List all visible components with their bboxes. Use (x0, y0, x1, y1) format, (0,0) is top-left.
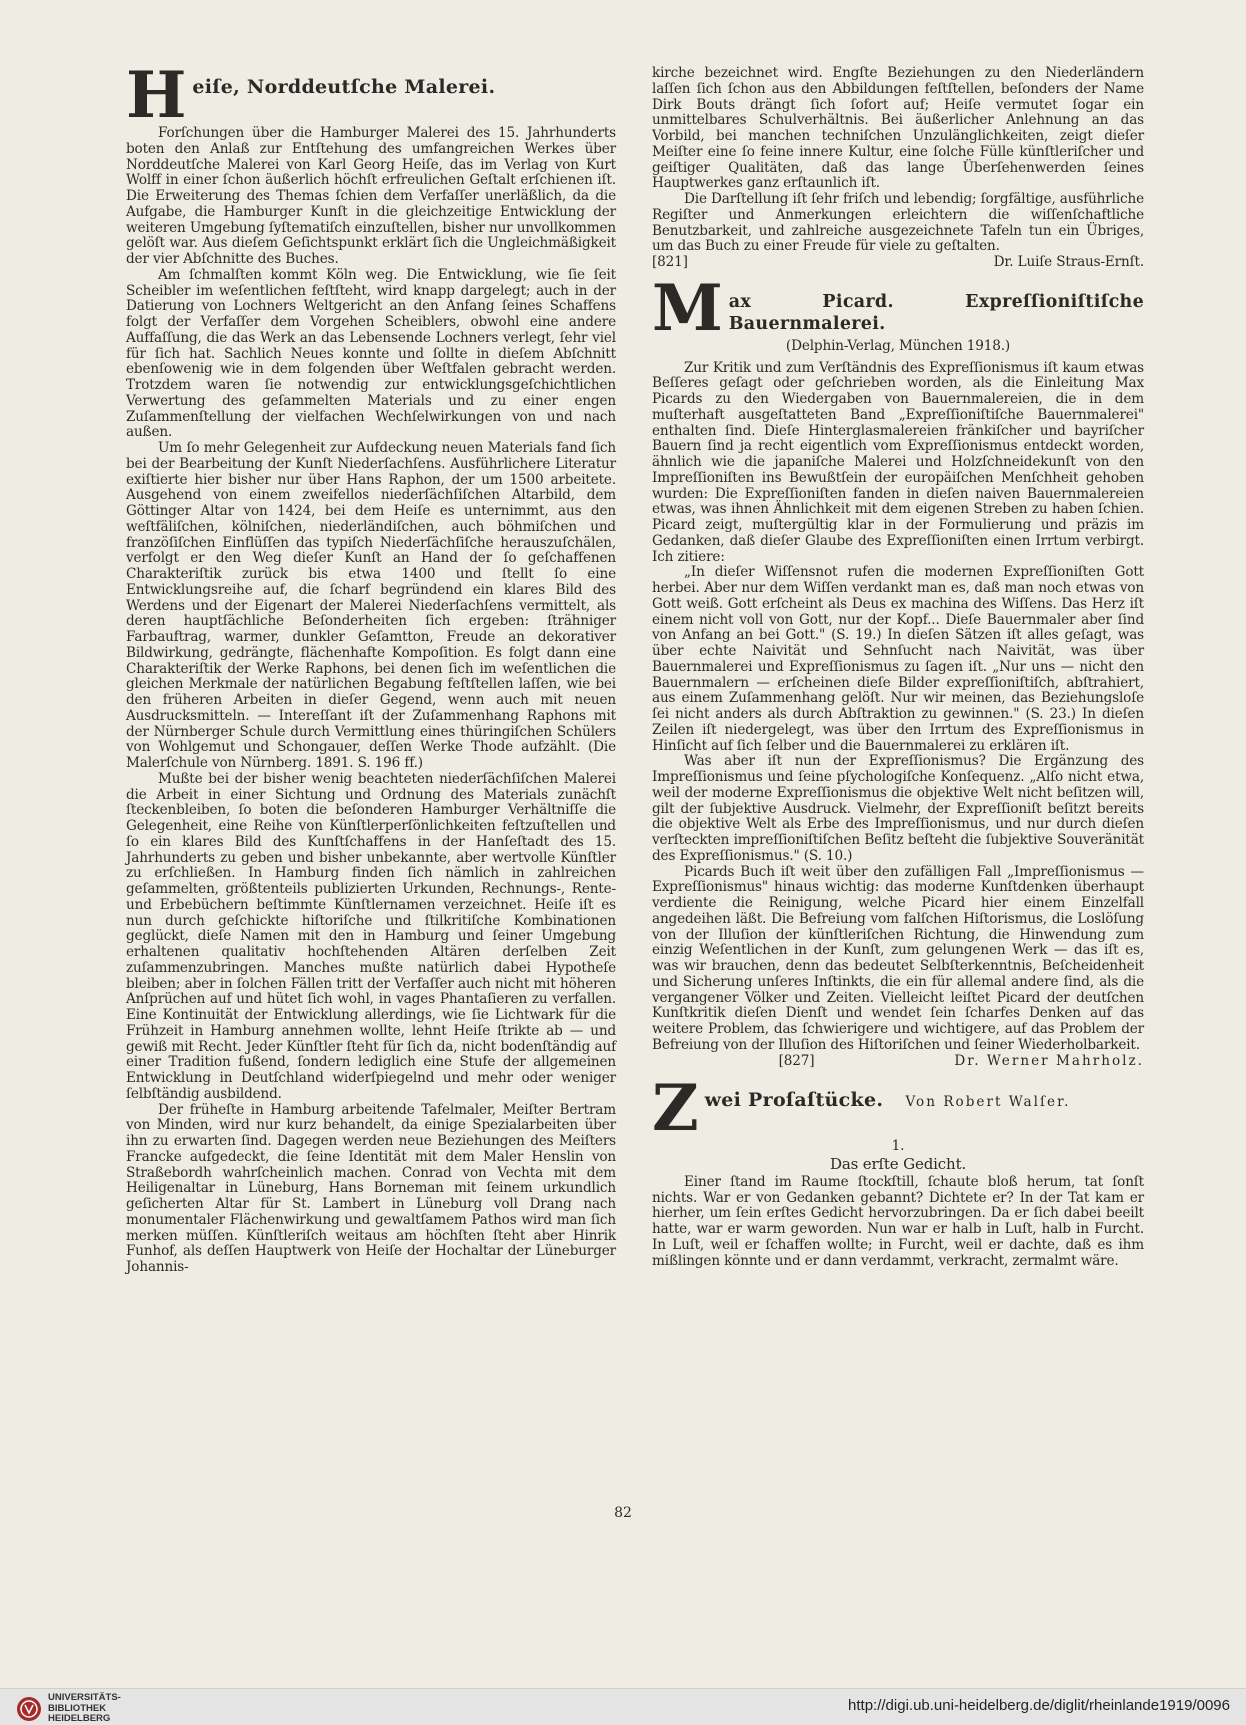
library-seal-icon (16, 1696, 42, 1722)
source-url-link[interactable]: http://digi.ub.uni-heidelberg.de/diglit/rheinlande1919/0096 (848, 1697, 1230, 1714)
signature-straus-ernst (652, 255, 1144, 271)
article-picard-title: ax Picard. Expreſſioniſtiſche Bauernmalerei. (728, 291, 1144, 334)
walser-paragraph-1: Einer ſtand im Raume ſtockſtill, ſchaute bloß herum, tat ſonſt nichts. War er von Gedanken gebannt? Dichtete er? In der Tat kam er hierher, um ſein erſtes Gedicht hervorzubringen. Da er ſich dabei beeilt hatte, war er warm geworden. Nun war er halb in Luſt, halb in Furcht. In Luſt, weil er ſchaffen wollte; in Furcht, weil er dachte, daß es ihm mißlingen könnte und er dann verdammt, verkracht, zermalmt wäre. (652, 1173, 1144, 1269)
heise-closing-paragraph: Die Darſtellung iſt ſehr friſch und lebendig; ſorgfältige, ausführliche Regiſter und Anmerkungen erleichtern die wiſſenſchaftliche Benutzbarkeit, und zahlreiche ausgezeichnete Tafeln tun ein Übriges, um das Buch zu einer Freude für viele zu geſtalten. (652, 191, 1144, 255)
signature-mahrholz (652, 1054, 1144, 1070)
picard-quote-paragraph: „In dieſer Wiſſensnot rufen die modernen Expreſſioniſten Gott herbei. Aber nur dem Wiſſen verdankt man es, daß man noch etwas von Gott weiß. Gott erſcheint als Deus ex machina des Wiſſens. Das Herz iſt einem nicht voll von Gott, nur der Kopf... Dieſe Bauernmaler aber ſind von Anfang an bei Gott." (S. 19.) In dieſen Sätzen iſt alles geſagt, was über echte Naivität und Sehnſucht nach Naivität, was über Bauernmalerei und Expreſſionismus zu ſagen iſt. „Nur uns — nicht den Bauernmalern — erſcheinen dieſe Bilder expreſſioniſtiſch, abſtrahiert, aus einem Zuſammenhang gelöſt. Nur wir meinen, das Beziehungsloſe ſei nicht anders als durch Abſtraktion zu gewinnen." (S. 23.) In dieſen Zeilen iſt niedergelegt, was über den Irrtum des Expreſſionismus in Hinſicht auf ſich ſelber und die Bauernmalerei zu erklären iſt. (652, 564, 1144, 754)
heise-paragraph-2: Am ſchmalſten kommt Köln weg. Die Entwicklung, wie ſie ſeit Scheibler im weſentlichen feſtſteht, wird knapp dargelegt; auch in der Datierung von Lochners Weltgericht an den Anfang ſeines Schaffens folgt der Verfaſſer dem Vorgehen Scheiblers, obwohl eine andere Auffaſſung, die das Werk an das Lebensende Lochners verlegt, ſehr viel für ſich hat. Sachlich Neues konnte und ſollte in dieſem Abſchnitt ebenſowenig wie in dem folgenden über Weſtfalen gebracht werden. Trotzdem waren ſie notwendig zur entwicklungsgeſchichtlichen Verwertung des geſammelten Materials und zu einer engen Zuſammenſtellung der vielfachen Wechſelwirkungen von und nach außen. (126, 266, 616, 441)
dropcap-z: Z (652, 1071, 699, 1147)
picard-paragraph-3: Was aber iſt nun der Expreſſionismus? Die Ergänzung des Impreſſionismus und ſeine pſychologiſche Konſequenz. „Alſo nicht etwa, weil der moderne Expreſſionismus die objektive Welt nicht beſitzen will, gilt der ſubjektive Ausdruck. Vielmehr, der Expreſſioniſt beſitzt bereits die objektive Welt als Erbe des Impreſſionismus, und nur durch dieſen verſteckten impreſſioniſtiſchen Beſitz beſteht die ſubjektive Souveränität des Expreſſionismus." (S. 10.) (652, 753, 1144, 864)
heise-paragraph-4: Mußte bei der bisher wenig beachteten niederſächſiſchen Malerei die Arbeit in einer Sichtung und Ordnung des Materials zunächſt ſteckenbleiben, ſo boten die beſonderen Hamburger Verhältniſſe die Gelegenheit, eine Reihe von Künſtlerperſönlichkeiten feſtzuſtellen und ſo ein klares Bild des Kunſtſchaffens in der Hanſeſtadt des 15. Jahrhunderts zu geben und bisher unbekannte, aber wertvolle Künſtler zu erſchließen. In Hamburg finden ſich nämlich in zahlreichen geſammelten, größtenteils publizierten Urkunden, Rechnungs-, Rente- und Erbebüchern beſtimmte Künſtlernamen verzeichnet. Heiſe iſt es nun durch geſchickte hiſtoriſche und ſtilkritiſche Kombinationen geglückt, dieſe Namen mit den in Hamburg und ſeiner Umgebung erhaltenen qualitativ hochſtehenden Altären derſelben Zeit zuſammenzubringen. Manches mußte natürlich dabei Hypotheſe bleiben; aber in ſolchen Fällen tritt der Verfaſſer auch nicht mit höheren Anſprüchen auf und hütet ſich wohl, in vages Phantaſieren zu verfallen. Eine Kontinuität der Entwicklung allerdings, wie ſie Lichtwark für die Frühzeit in Hamburg annehmen wollte, lehnt Heiſe ſtrikte ab — und gewiß mit Recht. Jeder Künſtler ſteht für ſich da, nicht bodenſtändig auf einer Tradition fußend, ſondern lediglich eine Stufe der allgemeinen Entwicklung in Deutſchland widerſpiegelnd und mehr oder weniger ſelbſtändig ausbildend. (126, 770, 616, 1102)
review-number: [827] (778, 1052, 815, 1069)
article-walser-title: wei Proſaſtücke. (704, 1089, 884, 1112)
dropcap-h: H (126, 58, 187, 133)
library-name (48, 1693, 121, 1725)
heise-paragraph-5: Der früheſte in Hamburg arbeitende Tafelmaler, Meiſter Bertram von Minden, wird nur kurz behandelt, da einige Spezialarbeiten über ihn zu erwarten ſind. Dagegen werden neue Beziehungen des Meiſters Francke aufgedeckt, die ſeine Identität mit dem Maler Henslin von Straßebordh wahrſcheinlich machen. Conrad von Vechta mit dem Heiligenaltar in Lüneburg, Hans Borneman mit ſeinem urkundlich geſicherten Altar für St. Lambert in Lüneburg voll Drang nach monumentaler Flächenwirkung und gewaltſamem Pathos wird man ſich merken müſſen. Künſtleriſch weitaus am höchſten ſteht aber Hinrik Funhof, als deſſen Hauptwerk von Heiſe der Hochaltar der Lüneburger Johannis- (126, 1101, 616, 1275)
heise-paragraph-1: Forſchungen über die Hamburger Malerei des 15. Jahrhunderts boten den Anlaß zur Entſtehung des umfangreichen Werkes über Norddeutſche Malerei von Karl Georg Heiſe, das im Verlag von Kurt Wolff in einer ſchon äußerlich höchſt erfreulichen Geſtalt erſchienen iſt. Die Erweiterung des Themas ſchien dem Verfaſſer unerläßlich, da die Aufgabe, die Hamburger Kunſt in die gleichzeitige Entwicklung der weiteren Umgebung ſyſtematiſch einzuſtellen, bisher nur unvollkommen gelöſt war. Aus dieſem Geſichtspunkt erklärt ſich die Ungleichmäßigkeit der vier Abſchnitte des Buches. (126, 125, 616, 267)
library-name-line: HEIDELBERG (48, 1713, 111, 1724)
article-heise-heading (126, 58, 616, 133)
heise-paragraph-3: Um ſo mehr Gelegenheit zur Aufdeckung neuen Materials fand ſich bei der Bearbeitung der Kunſt Niederſachſens. Ausführlichere Literatur exiſtierte hier bisher nur über Hans Raphon, der um 1500 arbeitete. Ausgehend von einem zweifellos niederſächſiſchen Altarbild, dem Göttinger Altar von 1424, bei dem Heiſe es unternimmt, aus den weſtfäliſchen, kölniſchen, niederländiſchen, auch böhmiſchen und franzöſiſchen Einflüſſen das typiſch Niederſächſiſche herauszuſchälen, verfolgt er den Weg dieſer Kunſt an Hand der ſo geſchaffenen Charakteriſtik zurück bis etwa 1400 und ſtellt ſo eine Entwicklungsreihe auf, die ſcharf begründend ein klares Bild des Werdens und der Eigenart der Malerei Niederſachſens vermittelt, als deren hauptſächliche Beſonderheiten ſich ergeben: ſträhniger Farbauftrag, warmer, dunkler Geſamtton, Freude an dekorativer Bildwirkung, gedrängte, flächenhafte Kompoſition. Es folgt dann eine Charakteriſtik der Werke Raphons, bei denen ſich im weſentlichen die gleichen Merkmale der natürlichen Begabung feſtſtellen laſſen, wie bei den früheren Arbeiten in dieſer Gegend, wenn auch mit neuen Ausdrucksmitteln. — Intereſſant iſt der Zuſammenhang Raphons mit der Nürnberger Schule durch Vermittlung eines thüringiſchen Schülers von Wohlgemut und Schongauer, deſſen Werke Thode aufzählt. (Die Malerſchule von Nürnberg. 1891. S. 196 ff.) (126, 440, 616, 771)
review-number: [821] (652, 254, 688, 270)
footer-bar (0, 1688, 1246, 1724)
library-logo[interactable] (16, 1693, 121, 1725)
picard-paragraph-4: Picards Buch iſt weit über den zufälligen Fall „Impreſſionismus — Expreſſionismus" hinaus wichtig: das moderne Kunſtdenken überhaupt verdiente die Reinigung, welche Picard hier einem Einzelfall angedeihen läßt. Die Befreiung vom falſchen Hiſtorismus, die Loslöſung von der Illuſion der künſtleriſchen Richtung, die Hinwendung zum einzig Weſentlichen in der Kunſt, zum gelungenen Werk — das iſt es, was wir brauchen, denn das bedeutet Selbſterkenntnis, Beſcheidenheit und Sicherung unſeres Inſtinkts, die ein für allemal andere ſind, als die vergangener Völker und Zeiten. Vielleicht leiſtet Picard der deutſchen Kunſtkritik dieſen Dienſt und wendet ſein ſcharfes Denken auf das weitere Problem, das ſchwierigere und wichtigere, auf das Problem der Befreiung von der Illuſion des Hiſtoriſchen und ſeiner Wiederholbarkeit. (652, 863, 1144, 1053)
article-heise-title: eiſe, Norddeutſche Malerei. (192, 76, 496, 98)
article-walser-heading (652, 1071, 1144, 1147)
right-column (652, 66, 1144, 1269)
article-walser-byline: Von Robert Walſer. (905, 1094, 1071, 1111)
section-number: 1. (891, 1138, 905, 1155)
dropcap-m: M (652, 270, 723, 346)
library-name-line: BIBLIOTHEK (48, 1702, 107, 1714)
picard-paragraph-1: Zur Kritik und zum Verſtändnis des Expreſſionismus iſt kaum etwas Beſſeres geſagt oder geſchrieben worden, als die Einleitung Max Picards zu den Wiedergaben von Bauernmalereien, die in dem muſterhaft ausgeſtatteten Band „Expreſſioniſtiſche Bauernmalerei" enthalten ſind. Dieſe Hinterglasmalereien fränkiſcher und bayriſcher Bauern ſind ja recht eigentlich vom Expreſſionismus entdeckt worden, ähnlich wie die japaniſche Malerei und Holzſchneidekunſt von den Impreſſioniſten ins Bewußtſein der europäiſchen Menſchheit gehoben wurden: Die Expreſſioniſten fanden in dieſen naiven Bauernmalereien etwas, was ihnen Ähnlichkeit mit dem eigenen Streben zu haben ſchien. Picard zeigt, muſtergültig klar in der Formulierung und präzis im Gedanken, daß dieſer Glaube des Expreſſioniſten einen Irrtum verbirgt. Ich zitiere: (652, 359, 1144, 565)
article-picard-publisher: (Delphin-Verlag, München 1918.) (785, 337, 1011, 354)
section-title: Das erſte Gedicht. (829, 1155, 967, 1173)
review-author: Dr. Werner Mahrholz. (954, 1052, 1144, 1069)
library-name-line: UNIVERSITÄTS- (48, 1692, 121, 1703)
heise-continuation: kirche bezeichnet wird. Engſte Beziehungen zu den Niederländern laſſen ſich ſchon aus den Abbildungen feſtſtellen, beſonders der Name Dirk Bouts drängt ſich ſofort auf; Heiſe vermutet ſogar ein unmittelbares Schulverhältnis. Bei äußerlicher Anlehnung an das Vorbild, bei manchen techniſchen Unzulänglichkeiten, zeigt dieſer Meiſter eine ſo feine innere Kultur, eine ſolche Fülle künſtleriſcher und geiſtiger Qualitäten, daß das lange Überſehenwerden ſeines Hauptwerkes ganz erſtaunlich iſt. (652, 65, 1144, 192)
left-column (126, 58, 616, 1276)
review-author: Dr. Luiſe Straus-Ernſt. (993, 254, 1144, 270)
page-number: 82 (614, 1505, 632, 1521)
